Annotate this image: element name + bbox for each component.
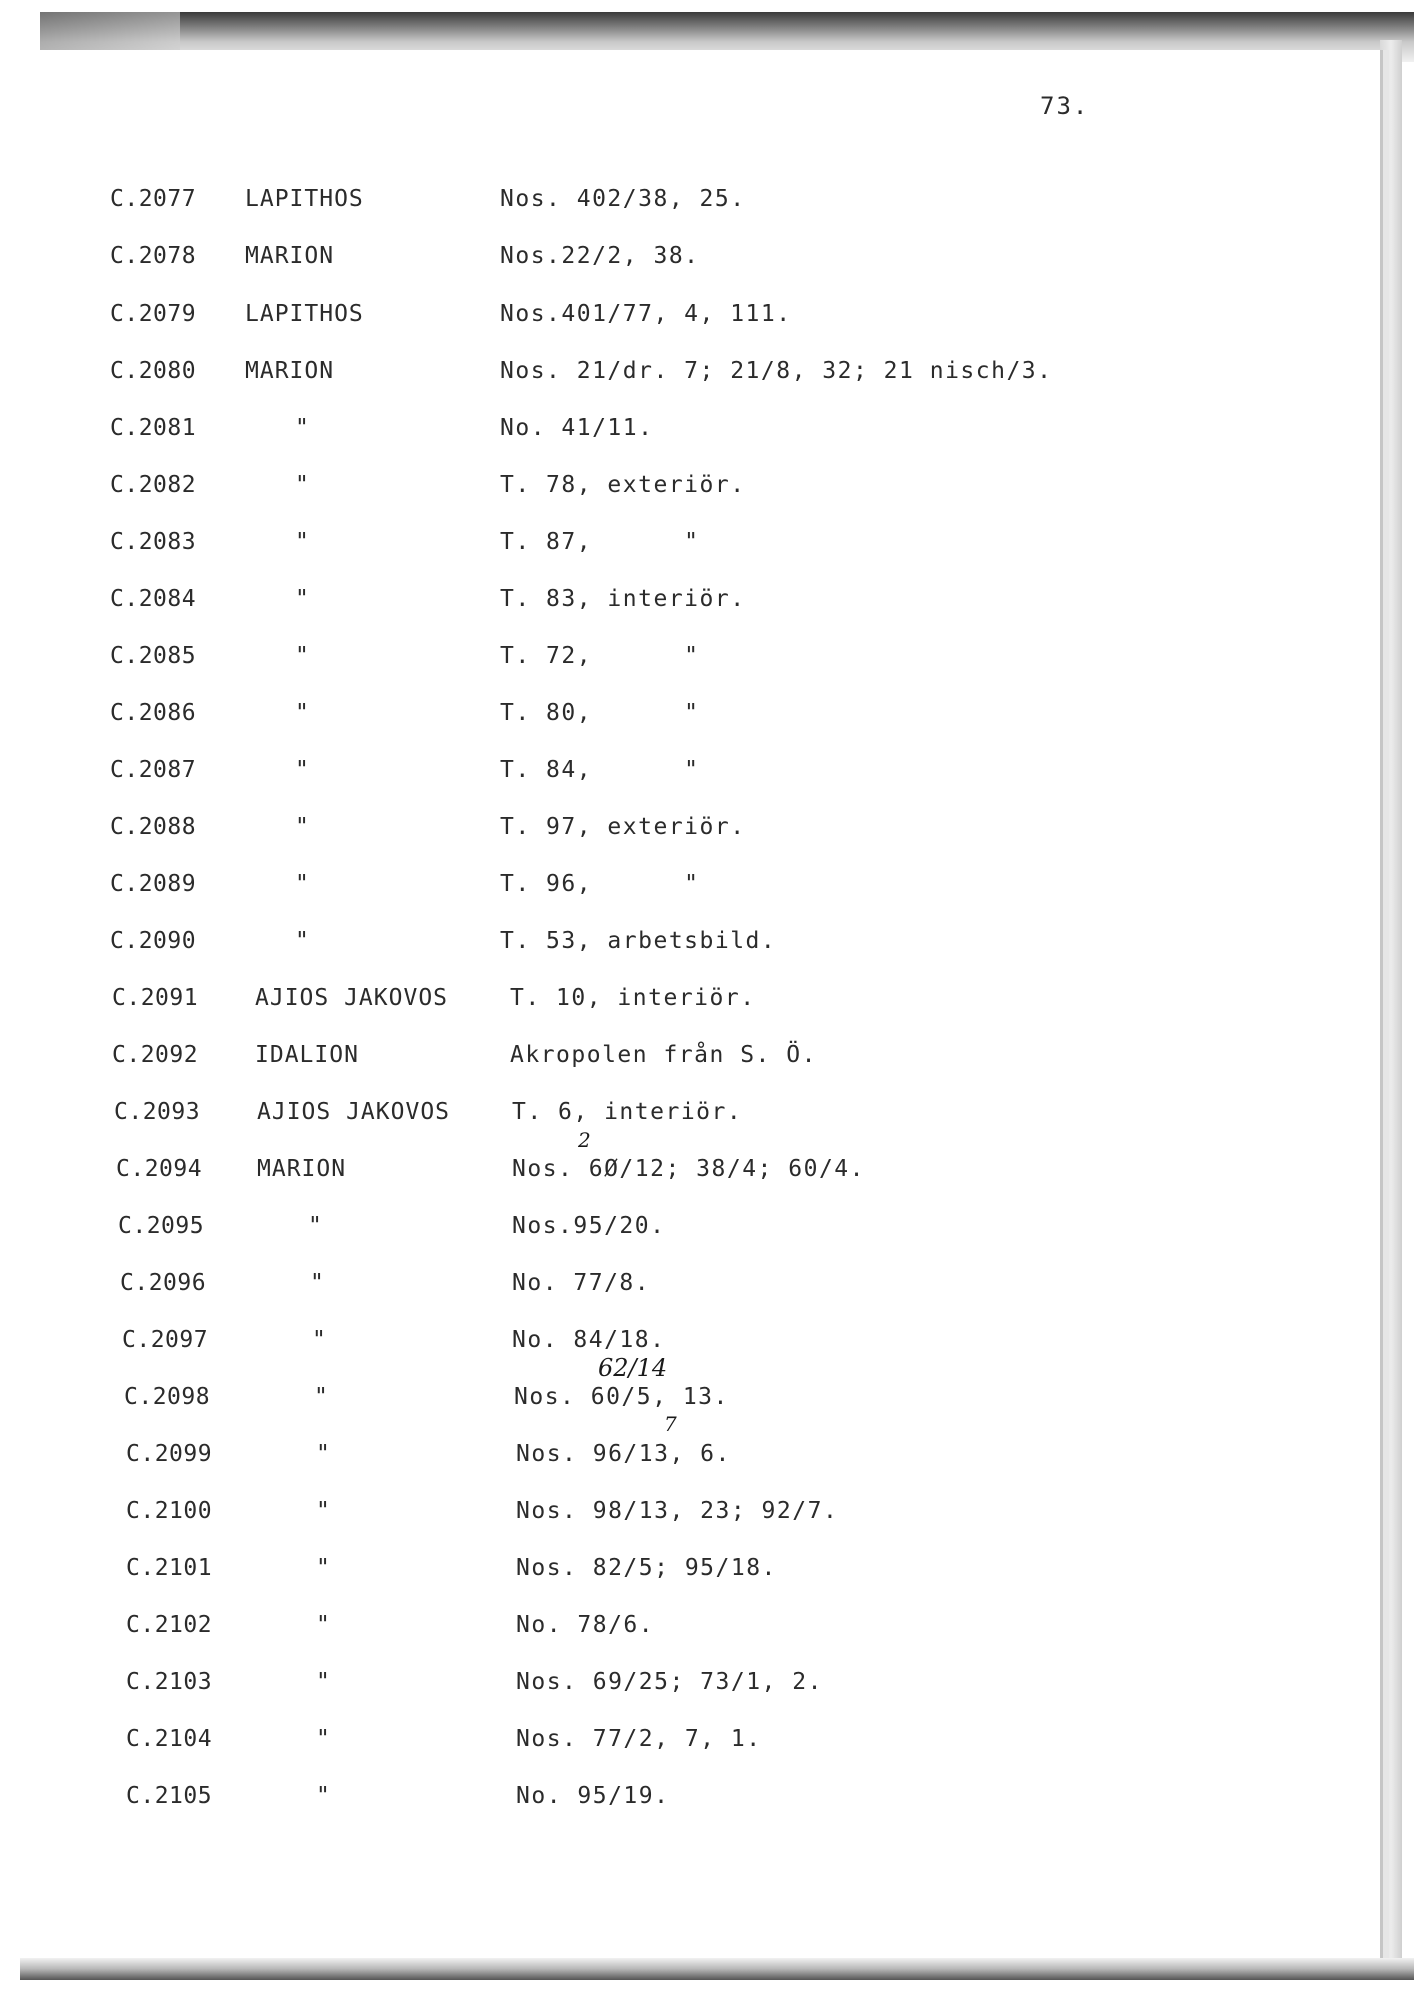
entry-reference: T. 78, exteriör. <box>500 472 746 498</box>
entry-id: C.2102 <box>126 1612 213 1638</box>
entry-reference: No. 78/6. <box>516 1612 655 1638</box>
entry-reference: No. 77/8. <box>512 1270 651 1296</box>
page-number: 73. <box>1040 92 1090 120</box>
entry-site: " <box>295 757 310 783</box>
entry-reference: T. 53, arbetsbild. <box>500 928 777 954</box>
entry-reference: T. 84, " <box>500 757 700 783</box>
entry-site: " <box>316 1726 331 1752</box>
entry-reference: T. 83, interiör. <box>500 586 746 612</box>
entry-id: C.2096 <box>120 1270 207 1296</box>
entry-id: C.2078 <box>110 243 197 269</box>
entry-site: " <box>295 814 310 840</box>
entry-id: C.2085 <box>110 643 197 669</box>
entry-id: C.2093 <box>114 1099 201 1125</box>
entry-site: " <box>295 700 310 726</box>
entry-site: " <box>295 871 310 897</box>
entry-site: AJIOS JAKOVOS <box>257 1099 451 1125</box>
entry-site: " <box>295 643 310 669</box>
entry-site: " <box>314 1384 329 1410</box>
entry-site: LAPITHOS <box>245 186 364 212</box>
entry-site: MARION <box>245 243 335 269</box>
entry-reference: Akropolen från S. Ö. <box>510 1042 817 1068</box>
entry-site: " <box>295 415 310 441</box>
entry-site: " <box>295 529 310 555</box>
entry-id: C.2100 <box>126 1498 213 1524</box>
entry-id: C.2098 <box>124 1384 211 1410</box>
entry-id: C.2084 <box>110 586 197 612</box>
entry-id: C.2087 <box>110 757 197 783</box>
entry-id: C.2079 <box>110 301 197 327</box>
entry-site: " <box>316 1441 331 1467</box>
entry-reference: Nos. 21/dr. 7; 21/8, 32; 21 nisch/3. <box>500 358 1053 384</box>
entry-reference: T. 10, interiör. <box>510 985 756 1011</box>
entry-id: C.2077 <box>110 186 197 212</box>
scan-bottom-edge <box>20 1958 1414 1980</box>
entry-id: C.2097 <box>122 1327 209 1353</box>
entry-id: C.2090 <box>110 928 197 954</box>
entry-site: LAPITHOS <box>245 301 364 327</box>
entry-id: C.2105 <box>126 1783 213 1809</box>
entry-reference: No. 95/19. <box>516 1783 670 1809</box>
handwritten-correction: 7 <box>664 1412 677 1436</box>
entry-reference: Nos. 69/25; 73/1, 2. <box>516 1669 823 1695</box>
entry-site: " <box>295 928 310 954</box>
entry-id: C.2086 <box>110 700 197 726</box>
entry-site: " <box>316 1783 331 1809</box>
entry-reference: T. 80, " <box>500 700 700 726</box>
entry-reference: Nos. 98/13, 23; 92/7. <box>516 1498 839 1524</box>
entry-reference: No. 84/18. <box>512 1327 666 1353</box>
entry-id: C.2104 <box>126 1726 213 1752</box>
entry-site: " <box>316 1612 331 1638</box>
entry-site: " <box>308 1213 323 1239</box>
entry-site: IDALION <box>255 1042 359 1068</box>
entry-site: AJIOS JAKOVOS <box>255 985 449 1011</box>
entry-reference: Nos. 6Ø/12; 38/4; 60/4. <box>512 1156 865 1182</box>
entry-site: MARION <box>257 1156 347 1182</box>
entry-reference: T. 6, interiör. <box>512 1099 743 1125</box>
entry-reference: No. 41/11. <box>500 415 654 441</box>
entry-id: C.2091 <box>112 985 199 1011</box>
entry-reference: Nos. 60/5, 13. <box>514 1384 729 1410</box>
entry-id: C.2083 <box>110 529 197 555</box>
entry-site: MARION <box>245 358 335 384</box>
entry-site: " <box>316 1498 331 1524</box>
entry-reference: Nos.22/2, 38. <box>500 243 700 269</box>
entry-reference: Nos. 77/2, 7, 1. <box>516 1726 762 1752</box>
entry-id: C.2092 <box>112 1042 199 1068</box>
entry-id: C.2088 <box>110 814 197 840</box>
entry-id: C.2101 <box>126 1555 213 1581</box>
scan-right-edge <box>1380 40 1402 1970</box>
entry-site: " <box>295 472 310 498</box>
entry-reference: T. 87, " <box>500 529 700 555</box>
entry-reference: Nos. 402/38, 25. <box>500 186 746 212</box>
entry-id: C.2099 <box>126 1441 213 1467</box>
entry-id: C.2082 <box>110 472 197 498</box>
entry-reference: T. 97, exteriör. <box>500 814 746 840</box>
entry-reference: Nos.95/20. <box>512 1213 666 1239</box>
entry-id: C.2080 <box>110 358 197 384</box>
entry-site: " <box>312 1327 327 1353</box>
entry-site: " <box>316 1669 331 1695</box>
entry-reference: T. 72, " <box>500 643 700 669</box>
handwritten-correction: 2 <box>578 1128 591 1152</box>
entry-id: C.2094 <box>116 1156 203 1182</box>
entry-reference: Nos.401/77, 4, 111. <box>500 301 792 327</box>
entry-reference: T. 96, " <box>500 871 700 897</box>
handwritten-correction: 62/14 <box>598 1354 668 1382</box>
entry-site: " <box>295 586 310 612</box>
entry-id: C.2103 <box>126 1669 213 1695</box>
entry-id: C.2081 <box>110 415 197 441</box>
entry-reference: Nos. 82/5; 95/18. <box>516 1555 777 1581</box>
entry-reference: Nos. 96/13, 6. <box>516 1441 731 1467</box>
entry-id: C.2089 <box>110 871 197 897</box>
entry-id: C.2095 <box>118 1213 205 1239</box>
entry-site: " <box>316 1555 331 1581</box>
entry-site: " <box>310 1270 325 1296</box>
